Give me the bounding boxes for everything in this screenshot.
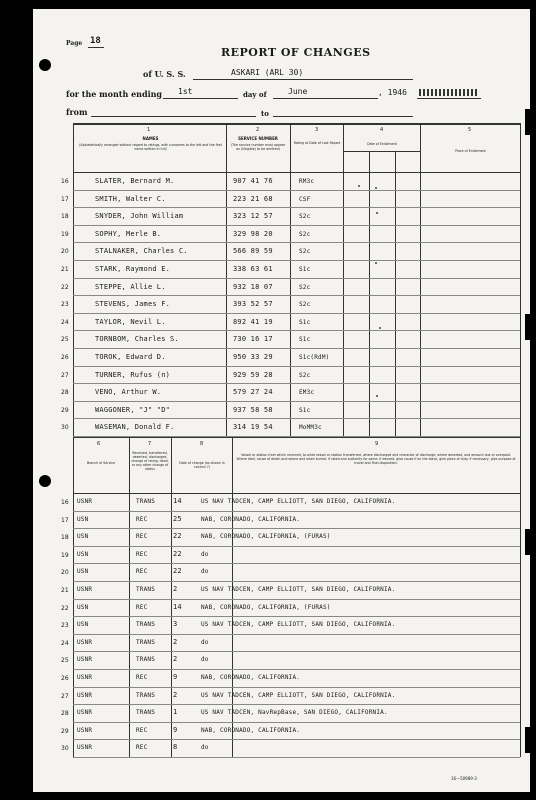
binder-tab: [525, 727, 531, 753]
change-date: 2: [173, 690, 178, 699]
col-7-number: 7: [148, 441, 152, 447]
binder-tab: [525, 109, 531, 135]
change-date: 3: [173, 620, 178, 629]
branch-of-service: USN: [77, 603, 89, 611]
col-8-title: Date of change (as shown in column 7): [179, 461, 225, 469]
sailor-name: STEVENS, James F.: [95, 300, 171, 309]
sailor-name: SNYDER, John William: [95, 212, 184, 221]
change-date: 22: [173, 549, 182, 558]
change-type: REC: [136, 744, 148, 752]
col-1-title: NAMES: [142, 136, 159, 141]
service-number: 892 41 19: [233, 317, 273, 326]
branch-of-service: USNR: [77, 674, 93, 681]
row-number: 21: [61, 266, 69, 273]
month-ending-label: for the month ending: [66, 89, 163, 99]
change-remarks: do: [201, 568, 209, 576]
row-number: 26: [61, 354, 69, 361]
change-remarks: NAB, CORONADO, CALIFORNIA.: [201, 674, 301, 681]
row-number: 24: [61, 639, 69, 647]
branch-of-service: USNR: [77, 586, 93, 593]
row-number: 23: [61, 301, 69, 309]
sailor-name: TAYLOR, Nevil L.: [95, 317, 166, 326]
change-type: REC: [136, 533, 148, 541]
col-6-title: Branch of Service: [86, 461, 116, 465]
change-type: REC: [136, 568, 148, 576]
row-number: 16: [61, 499, 69, 506]
service-number: 566 89 59: [233, 247, 273, 256]
branch-of-service: USN: [77, 568, 89, 576]
branch-of-service: USN: [77, 550, 89, 558]
row-number: 30: [61, 745, 69, 753]
change-date: 2: [173, 585, 178, 593]
change-type: TRANS: [136, 638, 156, 646]
from-label: from: [66, 107, 88, 117]
row-number: 26: [61, 675, 69, 682]
rating: S1c: [299, 266, 311, 273]
sailor-name: STALNAKER, Charles C.: [95, 247, 188, 256]
sailor-name: SOPHY, Merle B.: [95, 229, 162, 238]
change-date: 22: [173, 567, 182, 576]
row-number: 18: [61, 534, 69, 542]
rating: S1c: [299, 318, 311, 326]
change-type: TRANS: [136, 498, 156, 505]
change-type: REC: [136, 603, 148, 611]
binder-tab: [525, 529, 531, 555]
row-number: 17: [61, 195, 69, 203]
mark-dot: [375, 262, 377, 264]
service-number: 730 16 17: [233, 335, 273, 344]
ship-name: ASKARI (ARL 30): [231, 68, 304, 77]
report-title: REPORT OF CHANGES: [221, 46, 371, 59]
change-remarks: NAB, CORONADO, CALIFORNIA, (FURAS): [201, 603, 331, 611]
branch-of-service: USNR: [77, 744, 93, 752]
mark-dot: [376, 212, 378, 214]
sailor-name: STEPPE, Allie L.: [95, 282, 166, 291]
change-remarks: do: [201, 550, 209, 558]
change-date: 22: [173, 532, 182, 541]
mark-dot: [358, 185, 360, 187]
col-2-number: 2: [256, 127, 260, 133]
row-number: 27: [61, 371, 69, 379]
change-date: 2: [173, 655, 178, 664]
rating: S2c: [299, 230, 311, 238]
mark-dot: [375, 187, 377, 189]
change-type: TRANS: [136, 621, 156, 629]
service-number: 907 41 76: [233, 177, 273, 185]
col-2-note: (The service number must appear on (Illegible) to be omitted): [230, 143, 286, 151]
change-type: TRANS: [136, 691, 156, 699]
col-2-title: SERVICE NUMBER: [238, 136, 278, 141]
service-number: 937 58 58: [233, 405, 273, 414]
change-remarks: NAB, CORONADO, CALIFORNIA.: [201, 515, 301, 523]
branch-of-service: USNR: [77, 638, 93, 646]
service-number: 314 19 54: [233, 423, 273, 432]
row-number: 21: [61, 587, 69, 594]
mark-dot: [379, 327, 381, 329]
change-type: REC: [136, 726, 148, 734]
change-type: TRANS: [136, 586, 156, 593]
service-number: 223 21 68: [233, 194, 273, 203]
sailor-name: VENO, Arthur W.: [95, 388, 162, 397]
change-remarks: do: [201, 656, 209, 664]
change-date: 9: [173, 673, 178, 681]
row-number: 16: [61, 178, 69, 185]
change-date: 14: [173, 602, 182, 611]
col-3-number: 3: [315, 127, 319, 133]
sailor-name: SMITH, Walter C.: [95, 194, 166, 203]
rating: S2c: [299, 283, 311, 291]
branch-of-service: USNR: [77, 691, 93, 699]
binder-tab: [525, 314, 531, 340]
row-number: 22: [61, 283, 69, 291]
row-number: 25: [61, 657, 69, 665]
branch-of-service: USNR: [77, 498, 93, 505]
row-number: 23: [61, 622, 69, 630]
row-number: 28: [61, 389, 69, 397]
report-month: June: [288, 87, 308, 96]
col-8-number: 8: [200, 441, 204, 447]
change-remarks: US NAV TADCEN, CAMP ELLIOTT, SAN DIEGO, CALIFORNIA.: [201, 621, 396, 629]
row-number: 17: [61, 516, 69, 524]
row-number: 25: [61, 336, 69, 344]
change-remarks: US NAV TADCEN, NavRepBase, SAN DIEGO, CALIFORNIA.: [201, 709, 388, 717]
row-number: 22: [61, 604, 69, 612]
report-day: 1st: [178, 87, 193, 96]
rating: CSF: [299, 195, 311, 203]
col-6-number: 6: [97, 441, 101, 447]
binder-hole: [39, 475, 51, 487]
row-number: 29: [61, 406, 69, 414]
sailor-name: TURNER, Rufus (n): [95, 370, 171, 379]
service-number: 329 98 20: [233, 229, 273, 238]
change-date: 14: [173, 497, 182, 505]
col-9-number: 9: [375, 441, 379, 447]
row-number: 24: [61, 318, 69, 326]
mark-dot: [376, 395, 378, 397]
row-number: 27: [61, 692, 69, 700]
page-number: 18: [90, 36, 101, 46]
row-number: 30: [61, 424, 69, 432]
change-date: 25: [173, 514, 182, 523]
change-remarks: do: [201, 744, 209, 752]
row-number: 29: [61, 727, 69, 735]
row-number: 19: [61, 551, 69, 559]
change-date: 8: [173, 743, 178, 752]
branch-of-service: USNR: [77, 656, 93, 664]
struck-out-text: [419, 89, 479, 96]
sailor-name: WAGGONER, "J" "D": [95, 405, 171, 414]
branch-of-service: USNR: [77, 709, 93, 717]
change-type: TRANS: [136, 656, 156, 664]
rating: MoMM3c: [299, 424, 322, 432]
change-type: REC: [136, 515, 148, 523]
rating: S1c(RdM): [299, 354, 330, 361]
page-label: Page: [66, 40, 83, 47]
col-4-title: Date of Enlistment: [367, 142, 397, 146]
change-date: 1: [173, 708, 178, 717]
row-number: 20: [61, 248, 69, 256]
col-9-title: Vessel or station from which received, to what vessel or station transferred, where discharged and character of discharge; where deserted, and amount due or overpaid. Where died, cause of death and where and when buried. If rated and authority for same. If desired, give cause if on the leave, give place of duty. If necessary, give purpose of travel and final disposition.: [236, 453, 516, 465]
service-number: 579 27 24: [233, 388, 273, 397]
change-remarks: US NAV TADCEN, CAMP ELLIOTT, SAN DIEGO, CALIFORNIA.: [201, 586, 396, 593]
rating: EM3c: [299, 389, 315, 397]
sailor-name: TOROK, Edward D.: [95, 353, 166, 361]
col-1-number: 1: [147, 127, 151, 133]
row-number: 28: [61, 710, 69, 718]
change-date: 2: [173, 637, 178, 646]
row-number: 18: [61, 213, 69, 221]
service-number: 929 59 28: [233, 370, 273, 379]
col-1-note: (Alphabetically arranged without regard to ratings, with surnames to the left and the first name written in full): [79, 143, 222, 151]
change-type: REC: [136, 550, 148, 558]
of-uss-label: of U. S. S.: [143, 69, 186, 79]
rating: S2c: [299, 213, 311, 221]
branch-of-service: USN: [77, 621, 89, 629]
rating: S2c: [299, 371, 311, 379]
rating: S1c: [299, 406, 311, 414]
rating: S1c: [299, 336, 311, 344]
binder-hole: [39, 59, 51, 71]
day-of-label: day of: [243, 90, 267, 99]
change-remarks: US NAV TADCEN, CAMP ELLIOTT, SAN DIEGO, CALIFORNIA.: [201, 691, 396, 699]
col-7-title: Received, transferred, deserted, discharged, change of rating, dead, or any other change of status: [131, 451, 169, 471]
service-number: 932 18 07: [233, 282, 273, 291]
change-remarks: do: [201, 638, 209, 646]
document-page: [33, 9, 530, 792]
row-number: 19: [61, 230, 69, 238]
report-year: , 1946: [378, 88, 407, 97]
col-5-number: 5: [468, 127, 472, 133]
service-number: 393 52 57: [233, 300, 273, 309]
change-type: REC: [136, 674, 148, 681]
branch-of-service: USNR: [77, 726, 93, 734]
col-3-title: Rating at Date of Last Report: [293, 141, 341, 145]
branch-of-service: USN: [77, 533, 89, 541]
rating: S2c: [299, 248, 311, 256]
branch-of-service: USN: [77, 515, 89, 523]
col-5-title: Place of Enlistment: [455, 149, 486, 153]
row-number: 20: [61, 569, 69, 577]
sailor-name: SLATER, Bernard M.: [95, 177, 175, 185]
service-number: 338 63 61: [233, 265, 273, 273]
form-number: 16—50989-3: [451, 776, 477, 781]
sailor-name: TORNBOM, Charles S.: [95, 335, 179, 344]
change-date: 9: [173, 725, 178, 734]
change-remarks: NAB, CORONADO, CALIFORNIA, (FURAS): [201, 533, 331, 541]
change-remarks: NAB, CORONADO, CALIFORNIA.: [201, 726, 301, 734]
sailor-name: WASEMAN, Donald F.: [95, 423, 175, 432]
to-label: to: [261, 109, 269, 118]
service-number: 950 33 29: [233, 353, 273, 361]
change-remarks: US NAV TADCEN, CAMP ELLIOTT, SAN DIEGO, CALIFORNIA.: [201, 498, 396, 505]
col-4-number: 4: [380, 127, 384, 133]
rating: S2c: [299, 301, 311, 309]
change-type: TRANS: [136, 709, 156, 717]
service-number: 323 12 57: [233, 212, 273, 221]
sailor-name: STARK, Raymond E.: [95, 265, 171, 273]
rating: RM3c: [299, 178, 315, 185]
